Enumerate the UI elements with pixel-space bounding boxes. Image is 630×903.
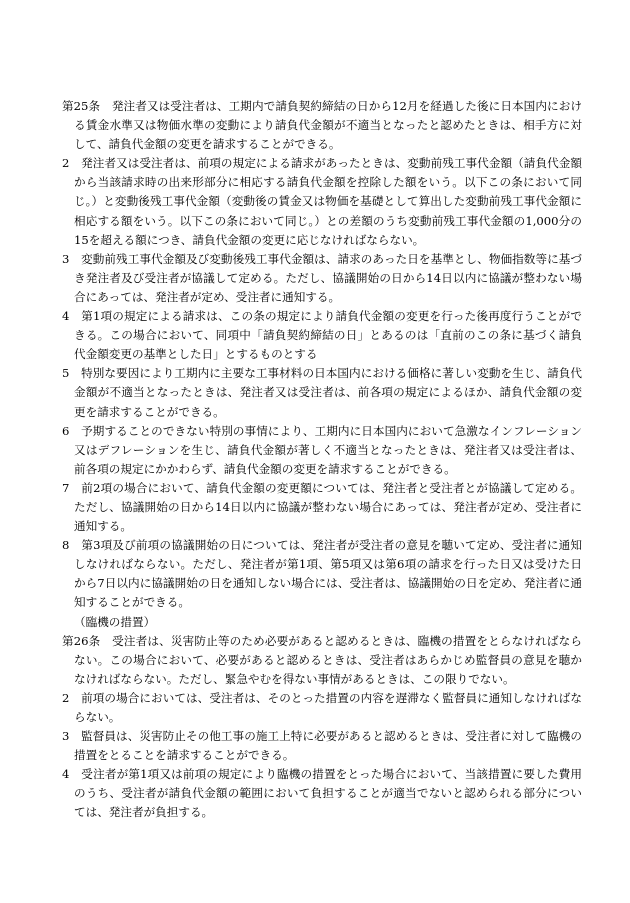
- paragraph-text: 発注者又は受注者は、前項の規定による請求があったときは、変動前残工事代金額（請負代金額から当該請求時の出来形部分に相応する請負代金額を控除した額をいう。以下この条において同じ。）と変動後残工事代金額（変動後の賃金又は物価を基礎として算出した変動前残工事代金額に相応する額をいう。以下この条において同じ。）との差額のうち変動前残工事代金額の1,000分の15を超える額につき、請負代金額の変更に応じなければならない。: [69, 156, 582, 247]
- article-25-paragraph-2: [62, 154, 582, 249]
- paragraph-text: 第3項及び前項の協議開始の日については、発注者が受注者の意見を聴いて定め、受注者に通知しなければならない。ただし、発注者が第1項、第5項又は第6項の請求を行った日又は受けた日から7日以内に協議開始の日を通知しない場合には、受注者は、協議開始の日を定め、発注者に通知することができる。: [69, 538, 582, 610]
- paragraph-number: 2: [62, 690, 70, 705]
- paragraph-number: 6: [62, 423, 70, 438]
- paragraph-text: 監督員は、災害防止その他工事の施工上特に必要があると認めるときは、受注者に対して臨機の措置をとることを請求することができる。: [69, 729, 582, 763]
- article-26-paragraph-4: [62, 765, 582, 822]
- paragraph-number: 8: [62, 538, 70, 553]
- article-26-paragraph-3: [62, 727, 582, 765]
- article-26-label: 第26条: [62, 633, 101, 648]
- paragraph-number: 2: [62, 156, 70, 171]
- paragraph-text: 第1項の規定による請求は、この条の規定により請負代金額の変更を行った後再度行うことができる。この場合において、同項中「請負契約締結の日」とあるのは「直前のこの条に基づく請負代金額変更の基準とした日」とするものとする: [69, 309, 582, 362]
- article-26-paragraph-2: [62, 689, 582, 727]
- paragraph-text: 予期することのできない特別の事情により、工期内に日本国内において急激なインフレーション又はデフレーションを生じ、請負代金額が著しく不適当となったときは、発注者又は受注者は、前各項の規定にかかわらず、請負代金額の変更を請求することができる。: [69, 423, 582, 476]
- paragraph-number: 3: [62, 729, 70, 744]
- paragraph-number: 3: [62, 251, 70, 266]
- article-25-paragraph-3: [62, 250, 582, 307]
- paragraph-number: 4: [62, 767, 70, 782]
- article-25-label: 第25条: [62, 99, 101, 113]
- paragraph-text: 前項の場合においては、受注者は、そのとった措置の内容を遅滞なく監督員に通知しなければならない。: [69, 690, 582, 724]
- article-25: [62, 97, 582, 154]
- paragraph-number: 4: [62, 309, 70, 324]
- paragraph-text: 変動前残工事代金額及び変動後残工事代金額は、請求のあった日を基準とし、物価指数等に基づき発注者及び受注者が協議して定める。ただし、協議開始の日から14日以内に協議が整わない場合にあっては、発注者が定め、受注者に通知する。: [69, 251, 582, 304]
- article-26-text: 受注者は、災害防止等のため必要があると認めるときは、臨機の措置をとらなければならない。この場合において、必要があると認めるときは、受注者はあらかじめ監督員の意見を聴かなければならない。ただし、緊急やむを得ない事情があるときは、この限りでない。: [74, 633, 582, 686]
- paragraph-text: 前2項の場合において、請負代金額の変更額については、発注者と受注者とが協議して定める。ただし、協議開始の日から14日以内に協議が整わない場合にあっては、発注者が定め、受注者に通知する。: [69, 480, 582, 534]
- article-25-text: 発注者又は受注者は、工期内で請負契約締結の日から12月を経過した後に日本国内における賃金水準又は物価水準の変動により請負代金額が不適当となったと認めたときは、相手方に対して、請負代金額の変更を請求することができる。: [74, 99, 582, 152]
- article-25-paragraph-4: [62, 307, 582, 364]
- paragraph-number: 7: [62, 480, 70, 495]
- document-page: [62, 97, 582, 823]
- article-26: [62, 632, 582, 689]
- paragraph-number: 5: [62, 366, 70, 381]
- article-25-paragraph-7: [62, 479, 582, 536]
- article-25-paragraph-8: [62, 536, 582, 612]
- paragraph-text: 特別な要因により工期内に主要な工事材料の日本国内における価格に著しい変動を生じ、請負代金額が不適当となったときは、発注者又は受注者は、前各項の規定によるほか、請負代金額の変更を請求することができる。: [69, 366, 582, 419]
- article-25-paragraph-5: [62, 364, 582, 421]
- article-25-paragraph-6: [62, 422, 582, 479]
- paragraph-text: 受注者が第1項又は前項の規定により臨機の措置をとった場合において、当該措置に要した費用のうち、受注者が請負代金額の範囲において負担することが適当でないと認められる部分については、発注者が負担する。: [69, 767, 582, 820]
- article-26-heading: （臨機の措置）: [74, 614, 156, 629]
